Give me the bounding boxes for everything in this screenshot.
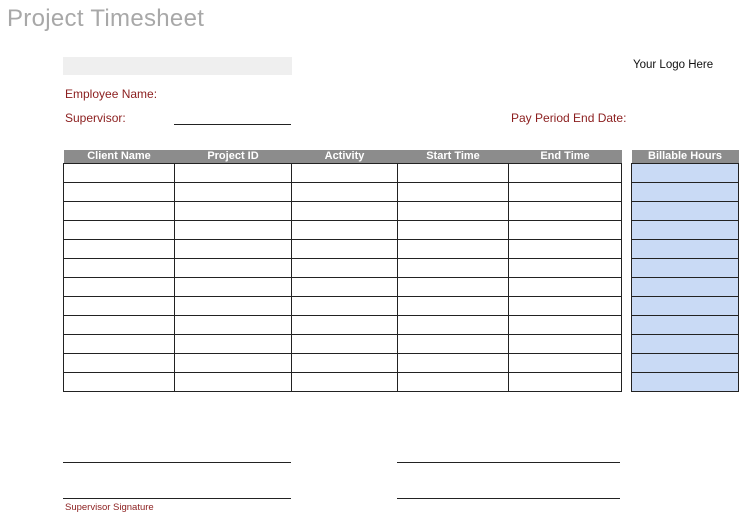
table-cell[interactable] <box>175 183 292 202</box>
billable-header-row <box>632 150 739 164</box>
table-cell[interactable] <box>398 202 509 221</box>
pay-period-end-date-label: Pay Period End Date: <box>511 111 627 125</box>
table-row <box>64 221 622 240</box>
table-cell[interactable] <box>64 335 175 354</box>
table-row <box>64 373 622 392</box>
table-cell[interactable] <box>292 297 398 316</box>
table-cell[interactable] <box>398 164 509 183</box>
billable-row <box>632 278 739 297</box>
column-header-end-time: End Time <box>509 150 622 164</box>
table-cell[interactable] <box>64 183 175 202</box>
table-row <box>64 278 622 297</box>
table-cell[interactable] <box>292 316 398 335</box>
supervisor-label: Supervisor: <box>65 111 126 125</box>
table-cell[interactable] <box>64 373 175 392</box>
table-cell[interactable] <box>398 335 509 354</box>
table-cell[interactable] <box>175 316 292 335</box>
table-cell[interactable] <box>292 335 398 354</box>
table-cell[interactable] <box>292 373 398 392</box>
table-cell[interactable] <box>398 278 509 297</box>
billable-row <box>632 373 739 392</box>
billable-row <box>632 221 739 240</box>
table-row <box>64 316 622 335</box>
signature-line-date-2[interactable] <box>397 498 620 499</box>
supervisor-field-line[interactable] <box>174 124 291 125</box>
table-cell[interactable] <box>175 373 292 392</box>
table-cell[interactable] <box>64 297 175 316</box>
table-cell[interactable] <box>398 354 509 373</box>
table-cell[interactable] <box>398 221 509 240</box>
table-cell[interactable] <box>292 202 398 221</box>
table-cell[interactable] <box>398 297 509 316</box>
table-cell[interactable] <box>64 164 175 183</box>
table-cell[interactable] <box>292 164 398 183</box>
table-cell[interactable] <box>292 354 398 373</box>
column-header-activity: Activity <box>292 150 398 164</box>
table-cell[interactable] <box>64 316 175 335</box>
table-cell[interactable] <box>509 316 622 335</box>
signature-line-supervisor[interactable] <box>63 498 291 499</box>
table-cell[interactable] <box>175 259 292 278</box>
table-cell[interactable] <box>175 335 292 354</box>
table-cell[interactable] <box>398 240 509 259</box>
billable-row <box>632 164 739 183</box>
table-cell[interactable] <box>509 221 622 240</box>
table-row <box>64 164 622 183</box>
table-cell[interactable] <box>509 240 622 259</box>
billable-row <box>632 316 739 335</box>
table-cell[interactable] <box>64 221 175 240</box>
billable-hours-cell[interactable] <box>632 259 739 278</box>
table-cell[interactable] <box>292 221 398 240</box>
table-cell[interactable] <box>509 373 622 392</box>
column-header-client-name: Client Name <box>64 150 175 164</box>
billable-hours-cell[interactable] <box>632 354 739 373</box>
table-cell[interactable] <box>398 373 509 392</box>
billable-hours-cell[interactable] <box>632 164 739 183</box>
billable-row <box>632 240 739 259</box>
billable-hours-cell[interactable] <box>632 183 739 202</box>
billable-hours-cell[interactable] <box>632 316 739 335</box>
table-cell[interactable] <box>398 183 509 202</box>
billable-row <box>632 335 739 354</box>
table-cell[interactable] <box>64 240 175 259</box>
table-cell[interactable] <box>292 183 398 202</box>
page-title: Project Timesheet <box>7 5 205 32</box>
table-cell[interactable] <box>175 278 292 297</box>
signature-line-employee[interactable] <box>63 462 291 463</box>
table-row <box>64 335 622 354</box>
table-row <box>64 297 622 316</box>
table-cell[interactable] <box>509 202 622 221</box>
table-cell[interactable] <box>292 240 398 259</box>
table-row <box>64 183 622 202</box>
employee-name-label: Employee Name: <box>65 87 158 101</box>
table-cell[interactable] <box>509 335 622 354</box>
table-cell[interactable] <box>175 297 292 316</box>
table-cell[interactable] <box>292 259 398 278</box>
table-cell[interactable] <box>64 259 175 278</box>
table-cell[interactable] <box>175 202 292 221</box>
billable-row <box>632 259 739 278</box>
billable-row <box>632 354 739 373</box>
billable-hours-table <box>631 150 739 392</box>
table-cell[interactable] <box>509 297 622 316</box>
table-header-row <box>64 150 622 164</box>
billable-hours-cell[interactable] <box>632 202 739 221</box>
billable-row <box>632 202 739 221</box>
signature-line-date-1[interactable] <box>397 462 620 463</box>
billable-hours-cell[interactable] <box>632 297 739 316</box>
table-cell[interactable] <box>64 278 175 297</box>
table-cell[interactable] <box>175 354 292 373</box>
supervisor-signature-label: Supervisor Signature <box>65 502 154 513</box>
logo-placeholder: Your Logo Here <box>633 59 714 71</box>
table-cell[interactable] <box>509 354 622 373</box>
table-row <box>64 202 622 221</box>
table-row <box>64 240 622 259</box>
table-cell[interactable] <box>175 240 292 259</box>
column-header-start-time: Start Time <box>398 150 509 164</box>
table-cell[interactable] <box>398 259 509 278</box>
table-row <box>64 259 622 278</box>
table-cell[interactable] <box>509 259 622 278</box>
billable-row <box>632 297 739 316</box>
billable-hours-cell[interactable] <box>632 221 739 240</box>
table-row <box>64 354 622 373</box>
billable-hours-cell[interactable] <box>632 278 739 297</box>
column-header-project-id: Project ID <box>175 150 292 164</box>
billable-hours-cell[interactable] <box>632 335 739 354</box>
timesheet-table <box>63 150 622 392</box>
billable-row <box>632 183 739 202</box>
column-header-billable-hours: Billable Hours <box>632 150 739 164</box>
billable-hours-cell[interactable] <box>632 240 739 259</box>
billable-hours-cell[interactable] <box>632 373 739 392</box>
employee-name-field[interactable] <box>63 57 292 75</box>
table-cell[interactable] <box>509 183 622 202</box>
table-cell[interactable] <box>509 278 622 297</box>
table-cell[interactable] <box>398 316 509 335</box>
table-cell[interactable] <box>509 164 622 183</box>
table-cell[interactable] <box>175 164 292 183</box>
table-cell[interactable] <box>64 202 175 221</box>
table-cell[interactable] <box>64 354 175 373</box>
table-cell[interactable] <box>175 221 292 240</box>
table-cell[interactable] <box>292 278 398 297</box>
